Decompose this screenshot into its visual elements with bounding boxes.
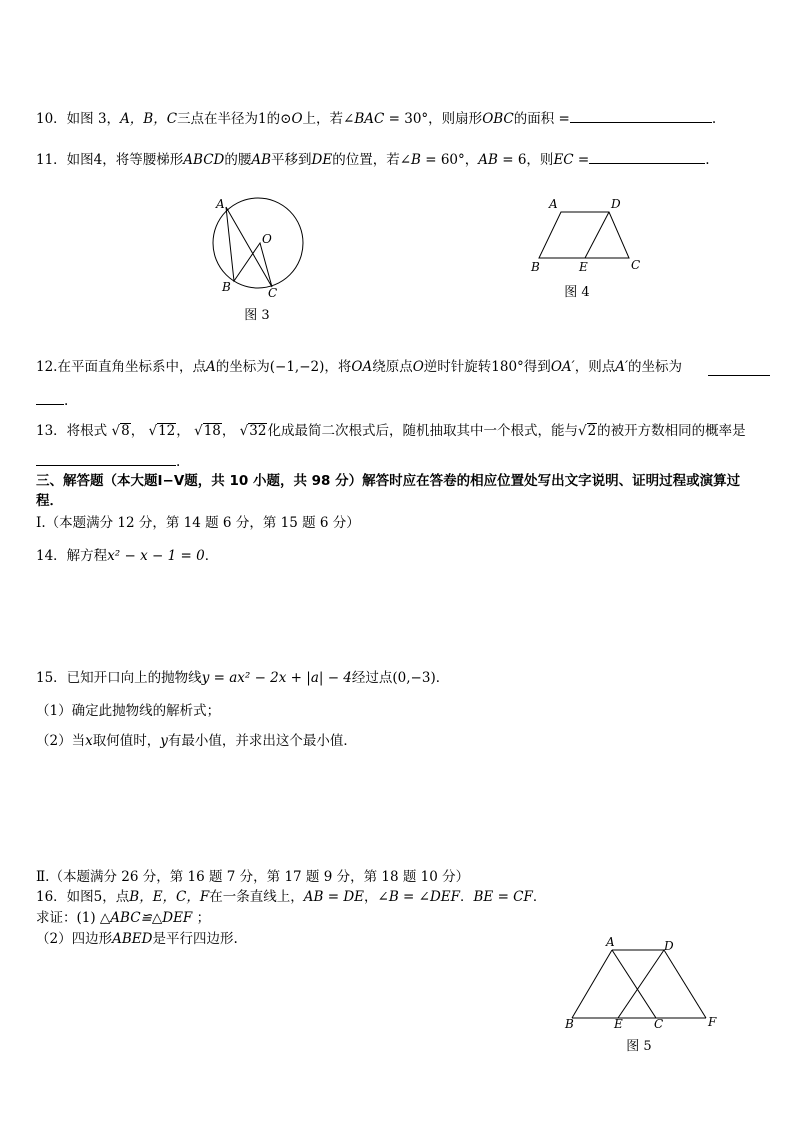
label-b: B	[565, 1017, 574, 1031]
question-15-part-1: （1）确定此抛物线的解析式；	[36, 703, 221, 719]
question-11: 11．如图4，将等腰梯形ABCD的腰AB平移到DE的位置，若∠B = 60°，AB = 6，则EC = .	[36, 152, 710, 168]
question-15-part-2: （2）当x取何值时，y有最小值，并求出这个最小值．	[36, 733, 357, 749]
label-b: B	[531, 260, 540, 274]
figure-3-caption: 图 3	[244, 308, 270, 323]
figure-5	[560, 932, 730, 1032]
label-d: D	[664, 939, 674, 953]
label-a: A	[549, 197, 558, 211]
answer-blank-q12-end	[708, 362, 770, 376]
label-c: C	[654, 1017, 664, 1031]
question-16-prove-2: （2）四边形ABED是平行四边形.	[36, 931, 238, 947]
label-d: D	[611, 197, 621, 211]
answer-blank	[36, 391, 64, 405]
segment-de	[585, 212, 609, 258]
figure-4	[525, 195, 645, 275]
question-10: 10．如图 3，A，B，C三点在半径为1的⊙O上，若∠BAC = 30°，则扇形OBC的面积 = .	[36, 111, 717, 127]
segment-ab	[572, 950, 612, 1018]
question-15: 15．已知开口向上的抛物线y = ax² − 2x + |a| − 4经过点(0,−3)．	[36, 670, 450, 686]
answer-blank	[589, 150, 705, 164]
label-f: F	[708, 1015, 717, 1029]
segment-de	[618, 950, 664, 1018]
section-3-heading: 三、解答题（本大题Ⅰ−Ⅴ题，共 10 小题，共 98 分）解答时应在答卷的相应位置处写出文字说明、证明过程或演算过	[36, 473, 741, 489]
label-a: A	[216, 197, 225, 211]
answer-blank	[36, 452, 176, 466]
part-2-heading: Ⅱ.（本题满分 26 分，第 16 题 7 分，第 17 题 9 分，第 18 题 10 分）	[36, 869, 470, 885]
question-14: 14．解方程x² − x − 1 = 0．	[36, 548, 219, 564]
label-e: E	[614, 1017, 623, 1031]
segment-df	[664, 950, 706, 1018]
label-a: A	[606, 935, 615, 949]
question-13: 13．将根式 √8， √12， √18， √32化成最简二次根式后，随机抽取其中一个根式，能与√2的被开方数相同的概率是	[36, 423, 746, 439]
label-c: C	[268, 286, 278, 300]
part-1-heading: Ⅰ.（本题满分 12 分，第 14 题 6 分，第 15 题 6 分）	[36, 515, 360, 531]
label-c: C	[631, 258, 641, 272]
triangle-lines	[226, 207, 272, 287]
question-12: 12.在平面直角坐标系中，点A的坐标为(−1,−2)，将OA绕原点O逆时针旋转180°得到OA′，则点A′的坐标为	[36, 359, 683, 375]
label-e: E	[579, 260, 588, 274]
figure-4-caption: 图 4	[564, 285, 590, 300]
label-b: B	[222, 280, 231, 294]
question-13-line2: .	[36, 452, 180, 471]
section-3-heading-line2: 程．	[36, 493, 63, 509]
question-16-prove-1: 求证：(1) △ABC≌△DEF ；	[36, 910, 211, 926]
segment-ac	[612, 950, 656, 1018]
figure-5-caption: 图 5	[626, 1039, 652, 1054]
question-12-line2: .	[36, 391, 68, 410]
question-16: 16．如图5，点B，E，C，F在一条直线上，AB = DE，∠B = ∠DEF．BE = CF．	[36, 889, 547, 905]
figure-3	[200, 193, 320, 303]
trapezoid-abcd	[539, 212, 629, 258]
answer-blank	[570, 109, 712, 123]
label-o: O	[262, 232, 272, 246]
